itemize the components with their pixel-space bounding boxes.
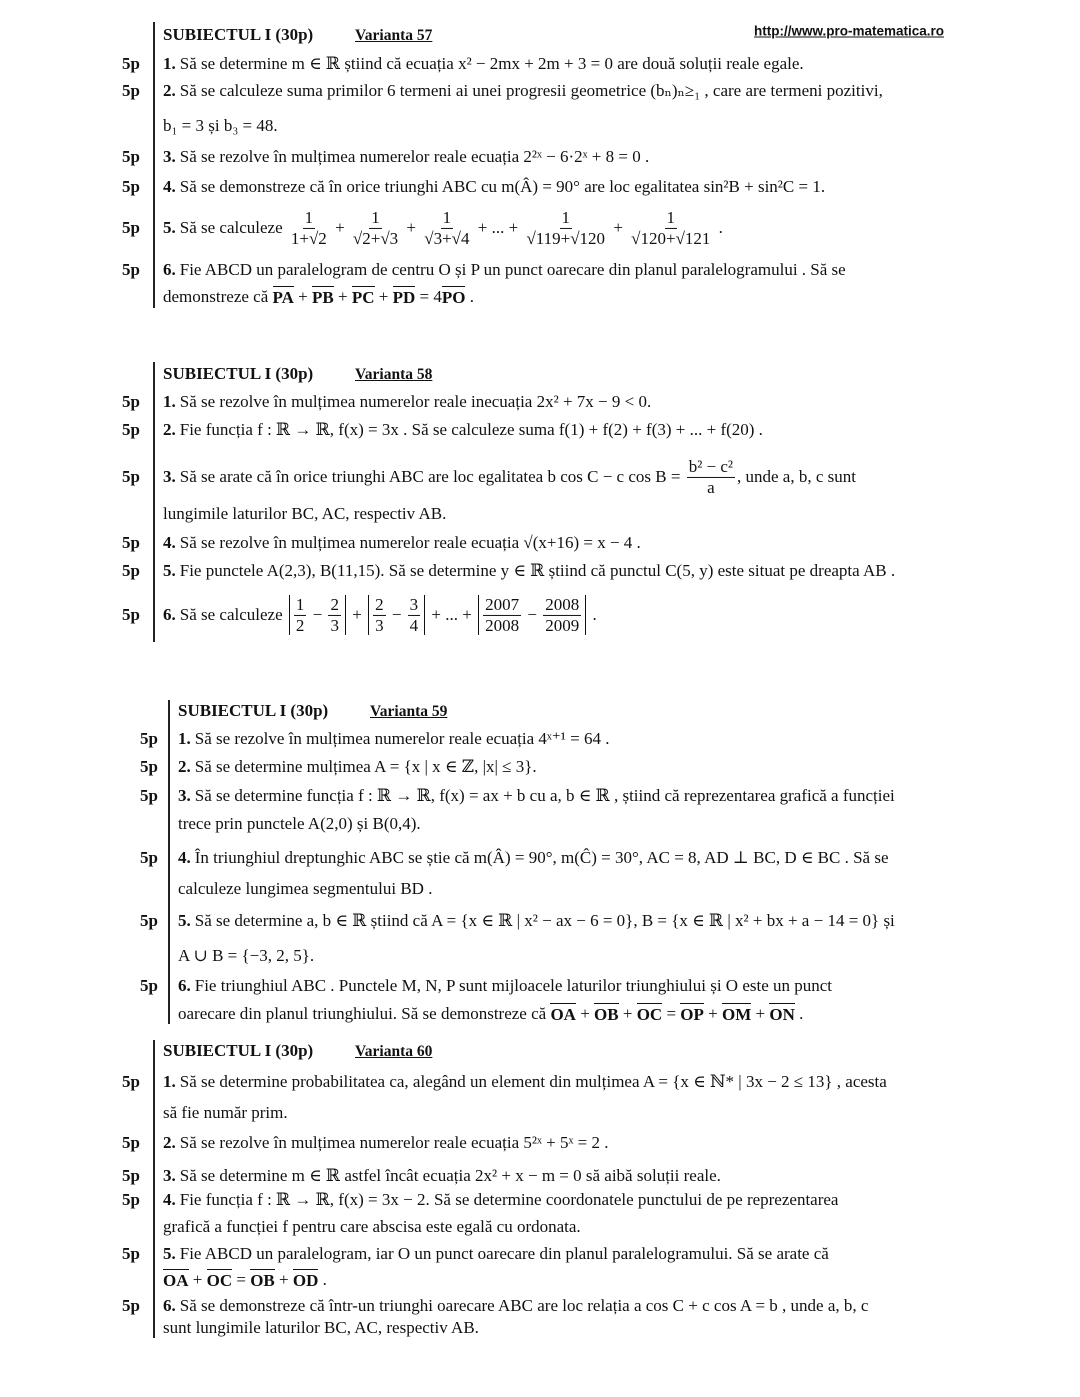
problem-line	[178, 911, 895, 931]
problem-number: 4.	[163, 533, 176, 552]
absolute-value: $\frac{2}{3}$ − $\frac{3}{4}$	[368, 595, 425, 635]
problem-line	[163, 561, 895, 581]
problem-number: 3.	[163, 1166, 176, 1185]
problem-text: .	[794, 1004, 804, 1023]
problem-text: +	[609, 218, 628, 237]
section-divider-line	[168, 700, 170, 1024]
problem-text: , unde a, b, c sunt	[737, 467, 856, 486]
problem-text: Să se demonstreze că în orice triunghi ABC cu m(Â) = 90° are loc egalitatea sin²B + sin²C = 1.	[179, 177, 826, 196]
problem-text: =	[662, 1004, 681, 1023]
points-label: 5p	[140, 729, 158, 748]
variant-label: Varianta 58	[355, 366, 433, 383]
problem-text: oarecare din planul triunghiului. Să se demonstreze că	[178, 1004, 551, 1023]
section-title: SUBIECTUL I (30p)	[178, 701, 329, 720]
problem-line	[178, 848, 889, 868]
problem-line	[163, 392, 651, 412]
problem-text: Să se rezolve în mulțimea numerelor reale inecuația 2x² + 7x − 9 < 0.	[179, 392, 652, 411]
points-label: 5p	[122, 260, 140, 279]
vector: OM	[722, 1005, 752, 1024]
section-divider-line	[153, 22, 155, 308]
problem-line	[178, 946, 314, 966]
points-label: 5p	[122, 561, 140, 580]
denominator: 1+√2	[290, 228, 327, 248]
problem-number: 6.	[163, 260, 176, 279]
problem-number: 5.	[178, 911, 191, 930]
problem-number: 4.	[178, 848, 191, 867]
problem-number: 2.	[178, 757, 191, 776]
fraction	[328, 595, 341, 635]
problem-line	[178, 786, 895, 806]
problem-text: trece prin punctele A(2,0) și B(0,4).	[178, 814, 421, 833]
problem-text: Fie funcția f : ℝ → ℝ, f(x) = 3x . Să se calculeze suma f(1) + f(2) + f(3) + ... + f(20) .	[179, 420, 763, 439]
numerator: 2	[375, 594, 384, 614]
problem-text: Să se rezolve în mulțimea numerelor reale ecuația 2²ˣ − 6·2ˣ + 8 = 0 .	[179, 147, 650, 166]
problem-line	[163, 147, 649, 167]
problem-number: 3.	[178, 786, 191, 805]
problem-text: Să se rezolve în mulțimea numerelor reale ecuația 4ˣ⁺¹ = 64 .	[194, 729, 610, 748]
problem-text: lungimile laturilor BC, AC, respectiv AB.	[163, 504, 447, 523]
variant-label: Varianta 57	[355, 27, 433, 44]
vector: PC	[351, 288, 375, 307]
problem-line	[163, 1217, 581, 1237]
problem-number: 4.	[163, 1190, 176, 1209]
problem-line	[178, 1003, 803, 1025]
problem-text: +	[347, 605, 367, 624]
denominator: 2	[295, 615, 305, 635]
problem-line	[163, 420, 763, 440]
denominator: √3+√4	[424, 228, 470, 248]
denominator: √120+√121	[631, 228, 711, 248]
problem-text: +	[333, 287, 352, 306]
problem-text: + ... +	[427, 605, 477, 624]
problem-line	[163, 177, 825, 197]
denominator: a	[707, 477, 715, 497]
problem-text: În triunghiul dreptunghic ABC se știe că m(Â) = 90°, m(Ĉ) = 30°, AC = 8, AD ⊥ BC, D ∈ BC . Să se	[194, 848, 889, 867]
denominator: 3	[375, 615, 384, 635]
fraction	[422, 208, 471, 248]
problem-text: Să se determine m ∈ ℝ știind că ecuația x² − 2mx + 2m + 3 = 0 are două soluții reale egale.	[179, 54, 804, 73]
problem-number: 1.	[163, 1072, 176, 1091]
fraction	[687, 457, 735, 497]
fraction	[483, 595, 521, 635]
problem-line	[163, 208, 723, 248]
numerator: 1	[371, 207, 380, 227]
problem-text: +	[575, 1004, 595, 1023]
problem-number: 6.	[163, 605, 176, 624]
points-label: 5p	[122, 1190, 140, 1209]
problem-line	[163, 1072, 887, 1092]
denominator: 2009	[545, 615, 580, 635]
problem-line	[163, 1190, 838, 1210]
numerator: 2008	[545, 594, 580, 614]
problem-text: +	[330, 218, 349, 237]
vector: OB	[250, 1271, 275, 1290]
numerator: b² − c²	[688, 456, 734, 476]
points-label: 5p	[122, 533, 140, 552]
problem-number: 5.	[163, 1244, 176, 1263]
problem-text: .	[465, 287, 474, 306]
problem-line	[163, 533, 641, 553]
problem-text: Să se arate că în orice triunghi ABC are loc egalitatea b cos C − c cos B =	[179, 467, 685, 486]
absolute-value: $\frac{1}{2}$ − $\frac{2}{3}$	[289, 595, 346, 635]
section-divider-line	[153, 362, 155, 642]
points-label: 5p	[122, 420, 140, 439]
problem-text: +	[703, 1004, 722, 1023]
points-label: 5p	[122, 467, 140, 486]
problem-text: = 4	[415, 287, 442, 306]
problem-text: .	[318, 1270, 327, 1289]
vector: PO	[441, 288, 466, 307]
points-label: 5p	[122, 605, 140, 624]
problem-text: b₁ = 3 și b₃ = 48.	[163, 116, 278, 135]
problem-line	[163, 595, 597, 635]
points-label: 5p	[122, 1296, 140, 1315]
problem-number: 2.	[163, 420, 176, 439]
problem-line	[178, 729, 609, 749]
numerator: 2	[330, 594, 339, 614]
vector: PA	[272, 288, 294, 307]
problem-text: Să se determine probabilitatea ca, alegând un element din mulțimea A = {x ∈ ℕ* | 3x − 2 ≤ 13} , acesta	[179, 1072, 887, 1091]
points-label: 5p	[122, 1133, 140, 1152]
numerator: 1	[561, 207, 570, 227]
problem-line	[163, 1103, 288, 1123]
fraction	[408, 595, 421, 635]
problem-text: Să se demonstreze că într-un triunghi oarecare ABC are loc relația a cos C + c cos A = b , unde a, b, c	[179, 1296, 869, 1315]
points-label: 5p	[122, 1244, 140, 1263]
fraction	[629, 208, 712, 248]
fraction	[524, 208, 607, 248]
problem-number: 5.	[163, 218, 176, 237]
problem-number: 1.	[178, 729, 191, 748]
fraction	[294, 595, 307, 635]
problem-text: .	[588, 605, 597, 624]
numerator: 2007	[485, 594, 520, 614]
problem-text: .	[714, 218, 723, 237]
variant-label: Varianta 60	[355, 1043, 433, 1060]
problem-text: Să se determine mulțimea A = {x | x ∈ ℤ, |x| ≤ 3}.	[194, 757, 537, 776]
problem-line	[163, 1318, 479, 1338]
points-label: 5p	[122, 81, 140, 100]
problem-number: 6.	[163, 1296, 176, 1315]
vector: OA	[550, 1005, 576, 1024]
problem-text: Fie triunghiul ABC . Punctele M, N, P sunt mijloacele laturilor triunghiului și O este un punct	[194, 976, 833, 995]
problem-number: 5.	[163, 561, 176, 580]
problem-text: calculeze lungimea segmentului BD .	[178, 879, 433, 898]
problem-text: +	[751, 1004, 770, 1023]
problem-number: 6.	[178, 976, 191, 995]
points-label: 5p	[140, 786, 158, 805]
fraction	[289, 208, 329, 248]
problem-text: +	[374, 287, 393, 306]
problem-line	[178, 814, 421, 834]
problem-line	[163, 81, 883, 101]
problem-text: Fie ABCD un paralelogram de centru O și P un punct oarecare din planul paralelogramului . Să se	[179, 260, 846, 279]
points-label: 5p	[140, 976, 158, 995]
points-label: 5p	[122, 1072, 140, 1091]
problem-line	[178, 757, 537, 777]
fraction	[373, 595, 386, 635]
problem-number: 2.	[163, 81, 176, 100]
vector: OP	[680, 1005, 704, 1024]
denominator: 4	[409, 615, 419, 635]
problem-line	[163, 260, 846, 280]
problem-text: + ... +	[473, 218, 523, 237]
problem-line	[163, 1244, 829, 1264]
problem-text: Să se calculeze	[179, 605, 287, 624]
vector: OB	[594, 1005, 619, 1024]
denominator: √119+√120	[526, 228, 606, 248]
vector: ON	[769, 1005, 795, 1024]
problem-text: Să se determine a, b ∈ ℝ știind că A = {x ∈ ℝ | x² − ax − 6 = 0}, B = {x ∈ ℝ | x² + bx + a − 14 = 0} și	[194, 911, 895, 930]
problem-text: Fie punctele A(2,3), B(11,15). Să se determine y ∈ ℝ știind că punctul C(5, y) este situat pe dreapta AB .	[179, 561, 896, 580]
numerator: 1	[442, 207, 452, 227]
problem-text: Fie funcția f : ℝ → ℝ, f(x) = 3x − 2. Să se determine coordonatele punctului de pe reprezentarea	[179, 1190, 839, 1209]
problem-line	[163, 286, 474, 308]
problem-text: A ∪ B = {−3, 2, 5}.	[178, 946, 315, 965]
denominator: √2+√3	[352, 228, 399, 248]
problem-text: Să se determine m ∈ ℝ astfel încât ecuația 2x² + x − m = 0 să aibă soluții reale.	[179, 1166, 721, 1185]
problem-number: 4.	[163, 177, 176, 196]
problem-line	[163, 457, 856, 497]
section-title: SUBIECTUL I (30p)	[163, 364, 314, 383]
problem-line	[163, 1133, 608, 1153]
problem-number: 2.	[163, 1133, 176, 1152]
numerator: 1	[295, 594, 305, 614]
numerator: 1	[304, 207, 314, 227]
problem-line	[178, 879, 432, 899]
vector: OC	[206, 1271, 233, 1290]
problem-text: +	[402, 218, 421, 237]
problem-text: Să se calculeze suma primilor 6 termeni ai unei progresii geometrice (bₙ)ₙ≥₁ , care are termeni pozitivi,	[179, 81, 883, 100]
problem-text: +	[293, 287, 312, 306]
numerator: 1	[666, 207, 676, 227]
points-label: 5p	[122, 218, 140, 237]
problem-line	[178, 976, 832, 996]
denominator: 2008	[485, 615, 520, 635]
website-link[interactable]: http://www.pro-matematica.ro	[754, 23, 945, 39]
points-label: 5p	[140, 848, 158, 867]
section-title: SUBIECTUL I (30p)	[163, 1041, 314, 1060]
numerator: 3	[409, 594, 419, 614]
section-title: SUBIECTUL I (30p)	[163, 25, 314, 44]
problem-line	[163, 1269, 327, 1291]
points-label: 5p	[122, 177, 140, 196]
points-label: 5p	[122, 392, 140, 411]
problem-number: 1.	[163, 54, 176, 73]
problem-text: Să se calculeze	[179, 218, 287, 237]
vector: OC	[636, 1005, 663, 1024]
points-label: 5p	[122, 147, 140, 166]
problem-number: 3.	[163, 147, 176, 166]
problem-line	[163, 1296, 868, 1316]
problem-text: demonstreze că	[163, 287, 273, 306]
points-label: 5p	[122, 1166, 140, 1185]
fraction	[351, 208, 400, 248]
problem-line	[163, 54, 804, 74]
problem-text: sunt lungimile laturilor BC, AC, respectiv AB.	[163, 1318, 479, 1337]
problem-text: +	[274, 1270, 293, 1289]
points-label: 5p	[122, 54, 140, 73]
problem-line	[163, 504, 446, 524]
problem-line	[163, 116, 278, 136]
problem-text: Fie ABCD un paralelogram, iar O un punct oarecare din planul paralelogramului. Să se arate că	[179, 1244, 829, 1263]
problem-text: +	[188, 1270, 207, 1289]
fraction	[543, 595, 581, 635]
problem-text: Să se rezolve în mulțimea numerelor reale ecuația 5²ˣ + 5ˣ = 2 .	[179, 1133, 609, 1152]
variant-label: Varianta 59	[370, 703, 448, 720]
vector: PB	[312, 288, 334, 307]
problem-text: =	[232, 1270, 251, 1289]
section-divider-line	[153, 1040, 155, 1338]
points-label: 5p	[140, 911, 158, 930]
absolute-value: $\frac{2007}{2008}$ − $\frac{2008}{2009}$	[478, 595, 586, 635]
vector: PD	[392, 288, 416, 307]
problem-text: grafică a funcției f pentru care abscisa este egală cu ordonata.	[163, 1217, 581, 1236]
vector: OD	[292, 1271, 319, 1290]
problem-number: 1.	[163, 392, 176, 411]
problem-line	[163, 1166, 721, 1186]
problem-text: +	[618, 1004, 637, 1023]
denominator: 3	[330, 615, 339, 635]
problem-number: 3.	[163, 467, 176, 486]
points-label: 5p	[140, 757, 158, 776]
problem-text: să fie număr prim.	[163, 1103, 288, 1122]
problem-text: Să se rezolve în mulțimea numerelor reale ecuația √(x+16) = x − 4 .	[179, 533, 641, 552]
vector: OA	[163, 1271, 189, 1290]
problem-text: Să se determine funcția f : ℝ → ℝ, f(x) = ax + b cu a, b ∈ ℝ , știind că reprezentarea grafică a funcției	[194, 786, 895, 805]
